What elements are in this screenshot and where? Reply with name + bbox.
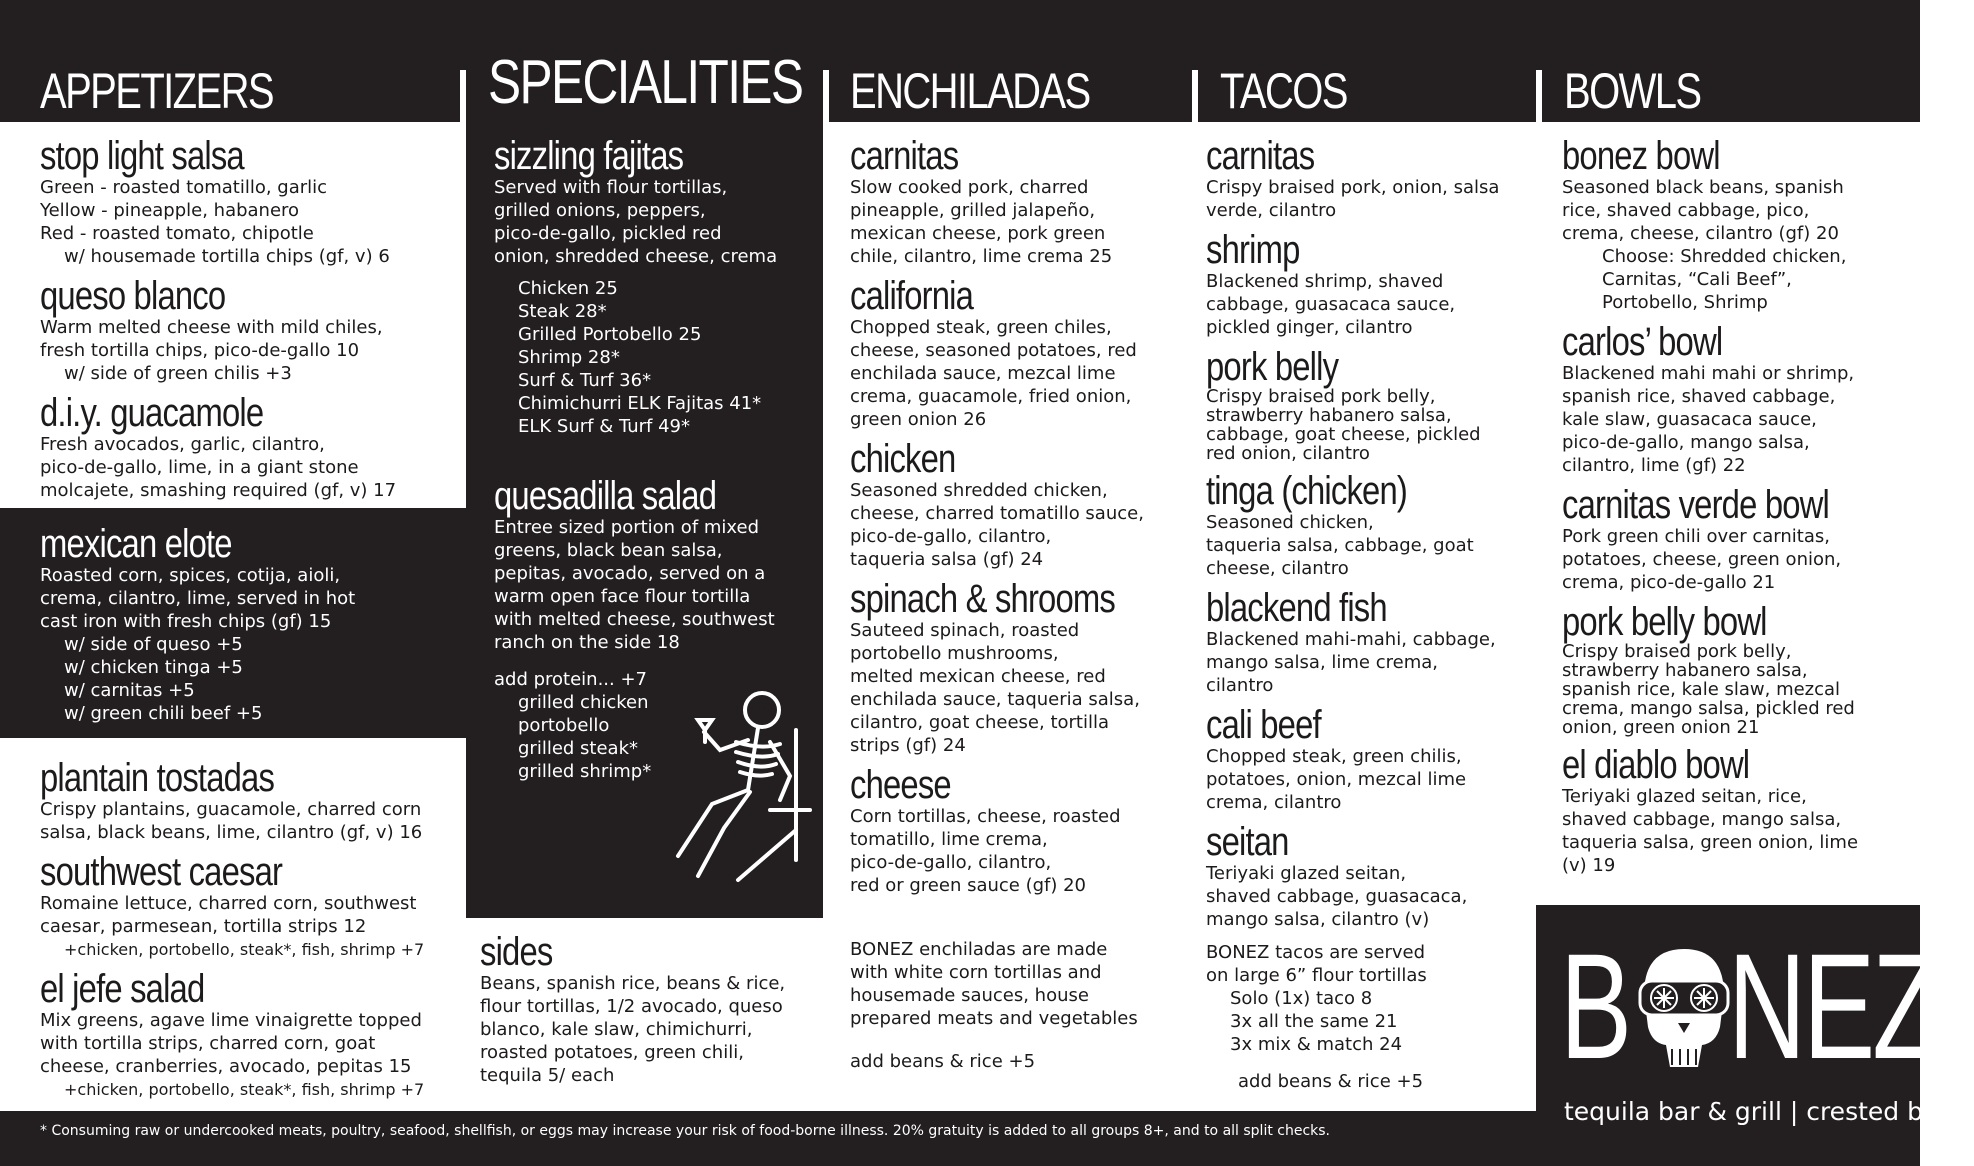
item-name: mexican elote (40, 522, 232, 566)
bonez-logo (1536, 905, 1974, 1166)
menu-item (850, 437, 1173, 571)
item-extra: Portobello, Shrimp (1602, 292, 1768, 313)
item-extra: +chicken, portobello, steak*, fish, shrimp +7 (64, 1080, 425, 1099)
item-desc: Chopped steak, green chilis, potatoes, onion, mezcal lime crema, cilantro (1206, 746, 1467, 813)
protein-option: grilled chicken (518, 692, 649, 713)
item-extra: w/ side of queso +5 (64, 634, 243, 655)
item-extra: Carnitas, “Cali Beef”, (1602, 269, 1792, 290)
item-name: sides (480, 930, 553, 974)
menu-item (494, 134, 777, 438)
item-desc: Seasoned black beans, spanish rice, shaved cabbage, pico, crema, cheese, cilantro (gf) 20 (1562, 177, 1844, 244)
menu-item (40, 274, 396, 385)
add-on-text: add beans & rice +5 (1238, 1071, 1424, 1092)
item-desc: Seasoned chicken, taqueria salsa, cabbage, goat cheese, cilantro (1206, 512, 1474, 579)
item-desc: Roasted corn, spices, cotija, aioli, crema, cilantro, lime, served in hot cast iron with fresh chips (gf) 15 (40, 565, 356, 632)
item-extra: w/ green chili beef +5 (64, 703, 263, 724)
item-desc: Teriyaki glazed seitan, rice, shaved cabbage, mango salsa, taqueria salsa, green onion, lime (v) 19 (1562, 786, 1859, 876)
item-desc: Chopped steak, green chiles, cheese, seasoned potatoes, red enchilada sauce, mezcal lime crema, guacamole, fried onion, green onion 26 (850, 317, 1137, 430)
menu-item (40, 391, 396, 502)
elote-item (40, 522, 355, 725)
menu-item (40, 850, 424, 961)
item-desc: Blackened mahi mahi or shrimp, spanish rice, shaved cabbage, kale slaw, guasacaca sauce, pico-de-gallo, mango salsa, cilantro, lime (gf) 22 (1562, 363, 1855, 476)
taco-price: 3x mix & match 24 (1230, 1034, 1403, 1055)
menu-item (40, 967, 424, 1101)
add-protein-label: add protein... +7 (494, 669, 648, 690)
enchiladas-note (850, 938, 1138, 1073)
item-desc: Crispy braised pork belly, strawberry habanero salsa, cabbage, goat cheese, pickled red onion, cilantro (1206, 386, 1481, 464)
skull-goggles-icon (1636, 945, 1732, 1075)
item-desc: Sauteed spinach, roasted portobello mushrooms, melted mexican cheese, red enchilada sauce, taqueria salsa, cilantro, goat cheese, tortilla strips (gf) 24 (850, 620, 1140, 756)
heading-specialities: SPECIALITIES (488, 48, 803, 117)
item-name: cheese (850, 763, 951, 807)
menu-item (1206, 586, 1499, 697)
menu-item (40, 756, 424, 844)
item-name: d.i.y. guacamole (40, 391, 264, 435)
note-text: BONEZ tacos are served on large 6” flour tortillas (1206, 942, 1427, 986)
item-desc: Green - roasted tomatillo, garlic Yellow - pineapple, habanero Red - roasted tomato, chipotle (40, 177, 328, 244)
taco-price: Solo (1x) taco 8 (1230, 988, 1373, 1009)
item-desc: Corn tortillas, cheese, roasted tomatillo, lime crema, pico-de-gallo, cilantro, red or green sauce (gf) 20 (850, 806, 1121, 896)
menu-item (494, 474, 777, 654)
item-name: queso blanco (40, 274, 226, 318)
item-name: chicken (850, 437, 956, 481)
menu-item (850, 577, 1173, 757)
item-name: seitan (1206, 820, 1289, 864)
divider-tacos (1192, 70, 1198, 122)
item-name: tinga (chicken) (1206, 469, 1408, 513)
heading-appetizers: APPETIZERS (40, 63, 273, 119)
item-name: blackend fish (1206, 586, 1387, 630)
item-desc: Pork green chili over carnitas, potatoes, cheese, green onion, crema, pico-de-gallo 21 (1562, 526, 1842, 593)
logo-tagline: tequila bar & grill | crested butte (1564, 1097, 1974, 1126)
item-extra: w/ housemade tortilla chips (gf, v) 6 (64, 246, 390, 267)
item-name: carnitas (850, 134, 959, 178)
protein-option: portobello (518, 715, 610, 736)
item-extra: w/ chicken tinga +5 (64, 657, 243, 678)
divider-bowls (1536, 70, 1542, 122)
item-desc: Beans, spanish rice, beans & rice, flour tortillas, 1/2 avocado, queso blanco, kale slaw, chimichurri, roasted potatoes, green chili, tequila 5/ each (480, 973, 786, 1086)
heading-bowls: BOWLS (1564, 63, 1701, 119)
note-text: BONEZ enchiladas are made with white corn tortillas and housemade sauces, house prepared meats and vegetables (850, 939, 1138, 1029)
item-extra: Grilled Portobello 25 (518, 324, 702, 345)
item-desc: Crispy braised pork belly, strawberry habanero salsa, spanish rice, kale slaw, mezcal crema, mango salsa, pickled red onion, green onion 21 (1562, 641, 1855, 738)
item-desc: Fresh avocados, garlic, cilantro, pico-de-gallo, lime, in a giant stone molcajete, smashing required (gf, v) 17 (40, 434, 397, 501)
menu-item (1206, 134, 1499, 222)
item-extra: Surf & Turf 36* (518, 370, 652, 391)
item-desc: Crispy plantains, guacamole, charred corn salsa, black beans, lime, cilantro (gf, v) 16 (40, 799, 423, 843)
divider-enchiladas (823, 70, 829, 122)
menu-item (1562, 134, 1888, 314)
item-name: sizzling fajitas (494, 134, 684, 178)
item-desc: Mix greens, agave lime vinaigrette topped with tortilla strips, charred corn, goat cheese, cranberries, avocado, pepitas 15 (40, 1010, 422, 1077)
item-extra: w/ side of green chilis +3 (64, 363, 292, 384)
item-desc: Crispy braised pork, onion, salsa verde, cilantro (1206, 177, 1500, 221)
item-desc: Blackened mahi-mahi, cabbage, mango salsa, lime crema, cilantro (1206, 629, 1496, 696)
menu-item (850, 763, 1173, 897)
menu-item (1562, 320, 1888, 477)
bowls-list (1562, 134, 1888, 883)
item-extra: Chicken 25 (518, 278, 618, 299)
menu-item (1206, 703, 1499, 814)
menu-item (1206, 820, 1499, 931)
item-name: carnitas (1206, 134, 1315, 178)
item-desc: Teriyaki glazed seitan, shaved cabbage, guasacaca, mango salsa, cilantro (v) (1206, 863, 1468, 930)
menu-item (40, 134, 396, 268)
item-name: carnitas verde bowl (1562, 483, 1829, 527)
appetizers-list-2 (40, 756, 424, 1107)
heading-enchiladas: ENCHILADAS (850, 63, 1090, 119)
logo-letters-nez: NEZ (1728, 922, 1936, 1090)
item-desc: Warm melted cheese with mild chiles, fresh tortilla chips, pico-de-gallo 10 (40, 317, 383, 361)
item-name: pork belly bowl (1562, 600, 1767, 644)
item-extra: Steak 28* (518, 301, 607, 322)
item-extra: Choose: Shredded chicken, (1602, 246, 1847, 267)
item-desc: Seasoned shredded chicken, cheese, charred tomatillo sauce, pico-de-gallo, cilantro, taqueria salsa (gf) 24 (850, 480, 1144, 570)
item-extra: Shrimp 28* (518, 347, 620, 368)
enchiladas-list (850, 134, 1173, 903)
menu-item (850, 274, 1173, 431)
appetizers-list (40, 134, 396, 508)
item-desc: Blackened shrimp, shaved cabbage, guasacaca sauce, pickled ginger, cilantro (1206, 271, 1456, 338)
menu-item (1562, 483, 1888, 594)
item-name: southwest caesar (40, 850, 283, 894)
menu-item (1206, 228, 1499, 339)
item-extra: w/ carnitas +5 (64, 680, 195, 701)
item-extra: ELK Surf & Turf 49* (518, 416, 691, 437)
item-name: pork belly (1206, 345, 1339, 389)
item-name: el jefe salad (40, 967, 205, 1011)
menu-item (1562, 743, 1888, 877)
item-desc: Romaine lettuce, charred corn, southwest caesar, parmesean, tortilla strips 12 (40, 893, 417, 937)
sides-section (480, 930, 785, 1087)
item-name: california (850, 274, 974, 318)
tacos-list (1206, 134, 1499, 937)
item-name: spinach & shrooms (850, 577, 1115, 621)
logo-letter-b: B (1560, 922, 1630, 1090)
heading-tacos: TACOS (1220, 63, 1347, 119)
menu-item (850, 134, 1173, 268)
item-desc: Entree sized portion of mixed greens, black bean salsa, pepitas, avocado, served on a warm open face flour tortilla with melted cheese, southwest ranch on the side 18 (494, 517, 775, 653)
skeleton-illustration (620, 680, 820, 890)
item-desc: Served with flour tortillas, grilled onions, peppers, pico-de-gallo, pickled red onion, shredded cheese, crema (494, 177, 778, 267)
add-on-text: add beans & rice +5 (850, 1051, 1036, 1072)
divider-appetizers (460, 70, 466, 122)
item-name: shrimp (1206, 228, 1300, 272)
item-name: carlos’ bowl (1562, 320, 1723, 364)
menu-item (1562, 600, 1888, 737)
item-name: el diablo bowl (1562, 743, 1750, 787)
item-name: bonez bowl (1562, 134, 1720, 178)
item-name: stop light salsa (40, 134, 244, 178)
item-desc: Slow cooked pork, charred pineapple, grilled jalapeño, mexican cheese, pork green chile, cilantro, lime crema 25 (850, 177, 1113, 267)
footer-disclaimer: * Consuming raw or undercooked meats, poultry, seafood, shellfish, or eggs may increase your risk of food-borne illness. 20% gratuity is added to all groups 8+, and to all split checks. (0, 1111, 1536, 1166)
item-extra: +chicken, portobello, steak*, fish, shrimp +7 (64, 940, 425, 959)
item-name: cali beef (1206, 703, 1321, 747)
protein-option: grilled shrimp* (518, 761, 652, 782)
tacos-note (1206, 941, 1427, 1093)
protein-option: grilled steak* (518, 738, 639, 759)
menu-item (1206, 345, 1499, 463)
taco-price: 3x all the same 21 (1230, 1011, 1398, 1032)
item-name: plantain tostadas (40, 756, 275, 800)
item-extra: Chimichurri ELK Fajitas 41* (518, 393, 762, 414)
item-name: quesadilla salad (494, 474, 717, 518)
menu-item (1206, 469, 1499, 580)
